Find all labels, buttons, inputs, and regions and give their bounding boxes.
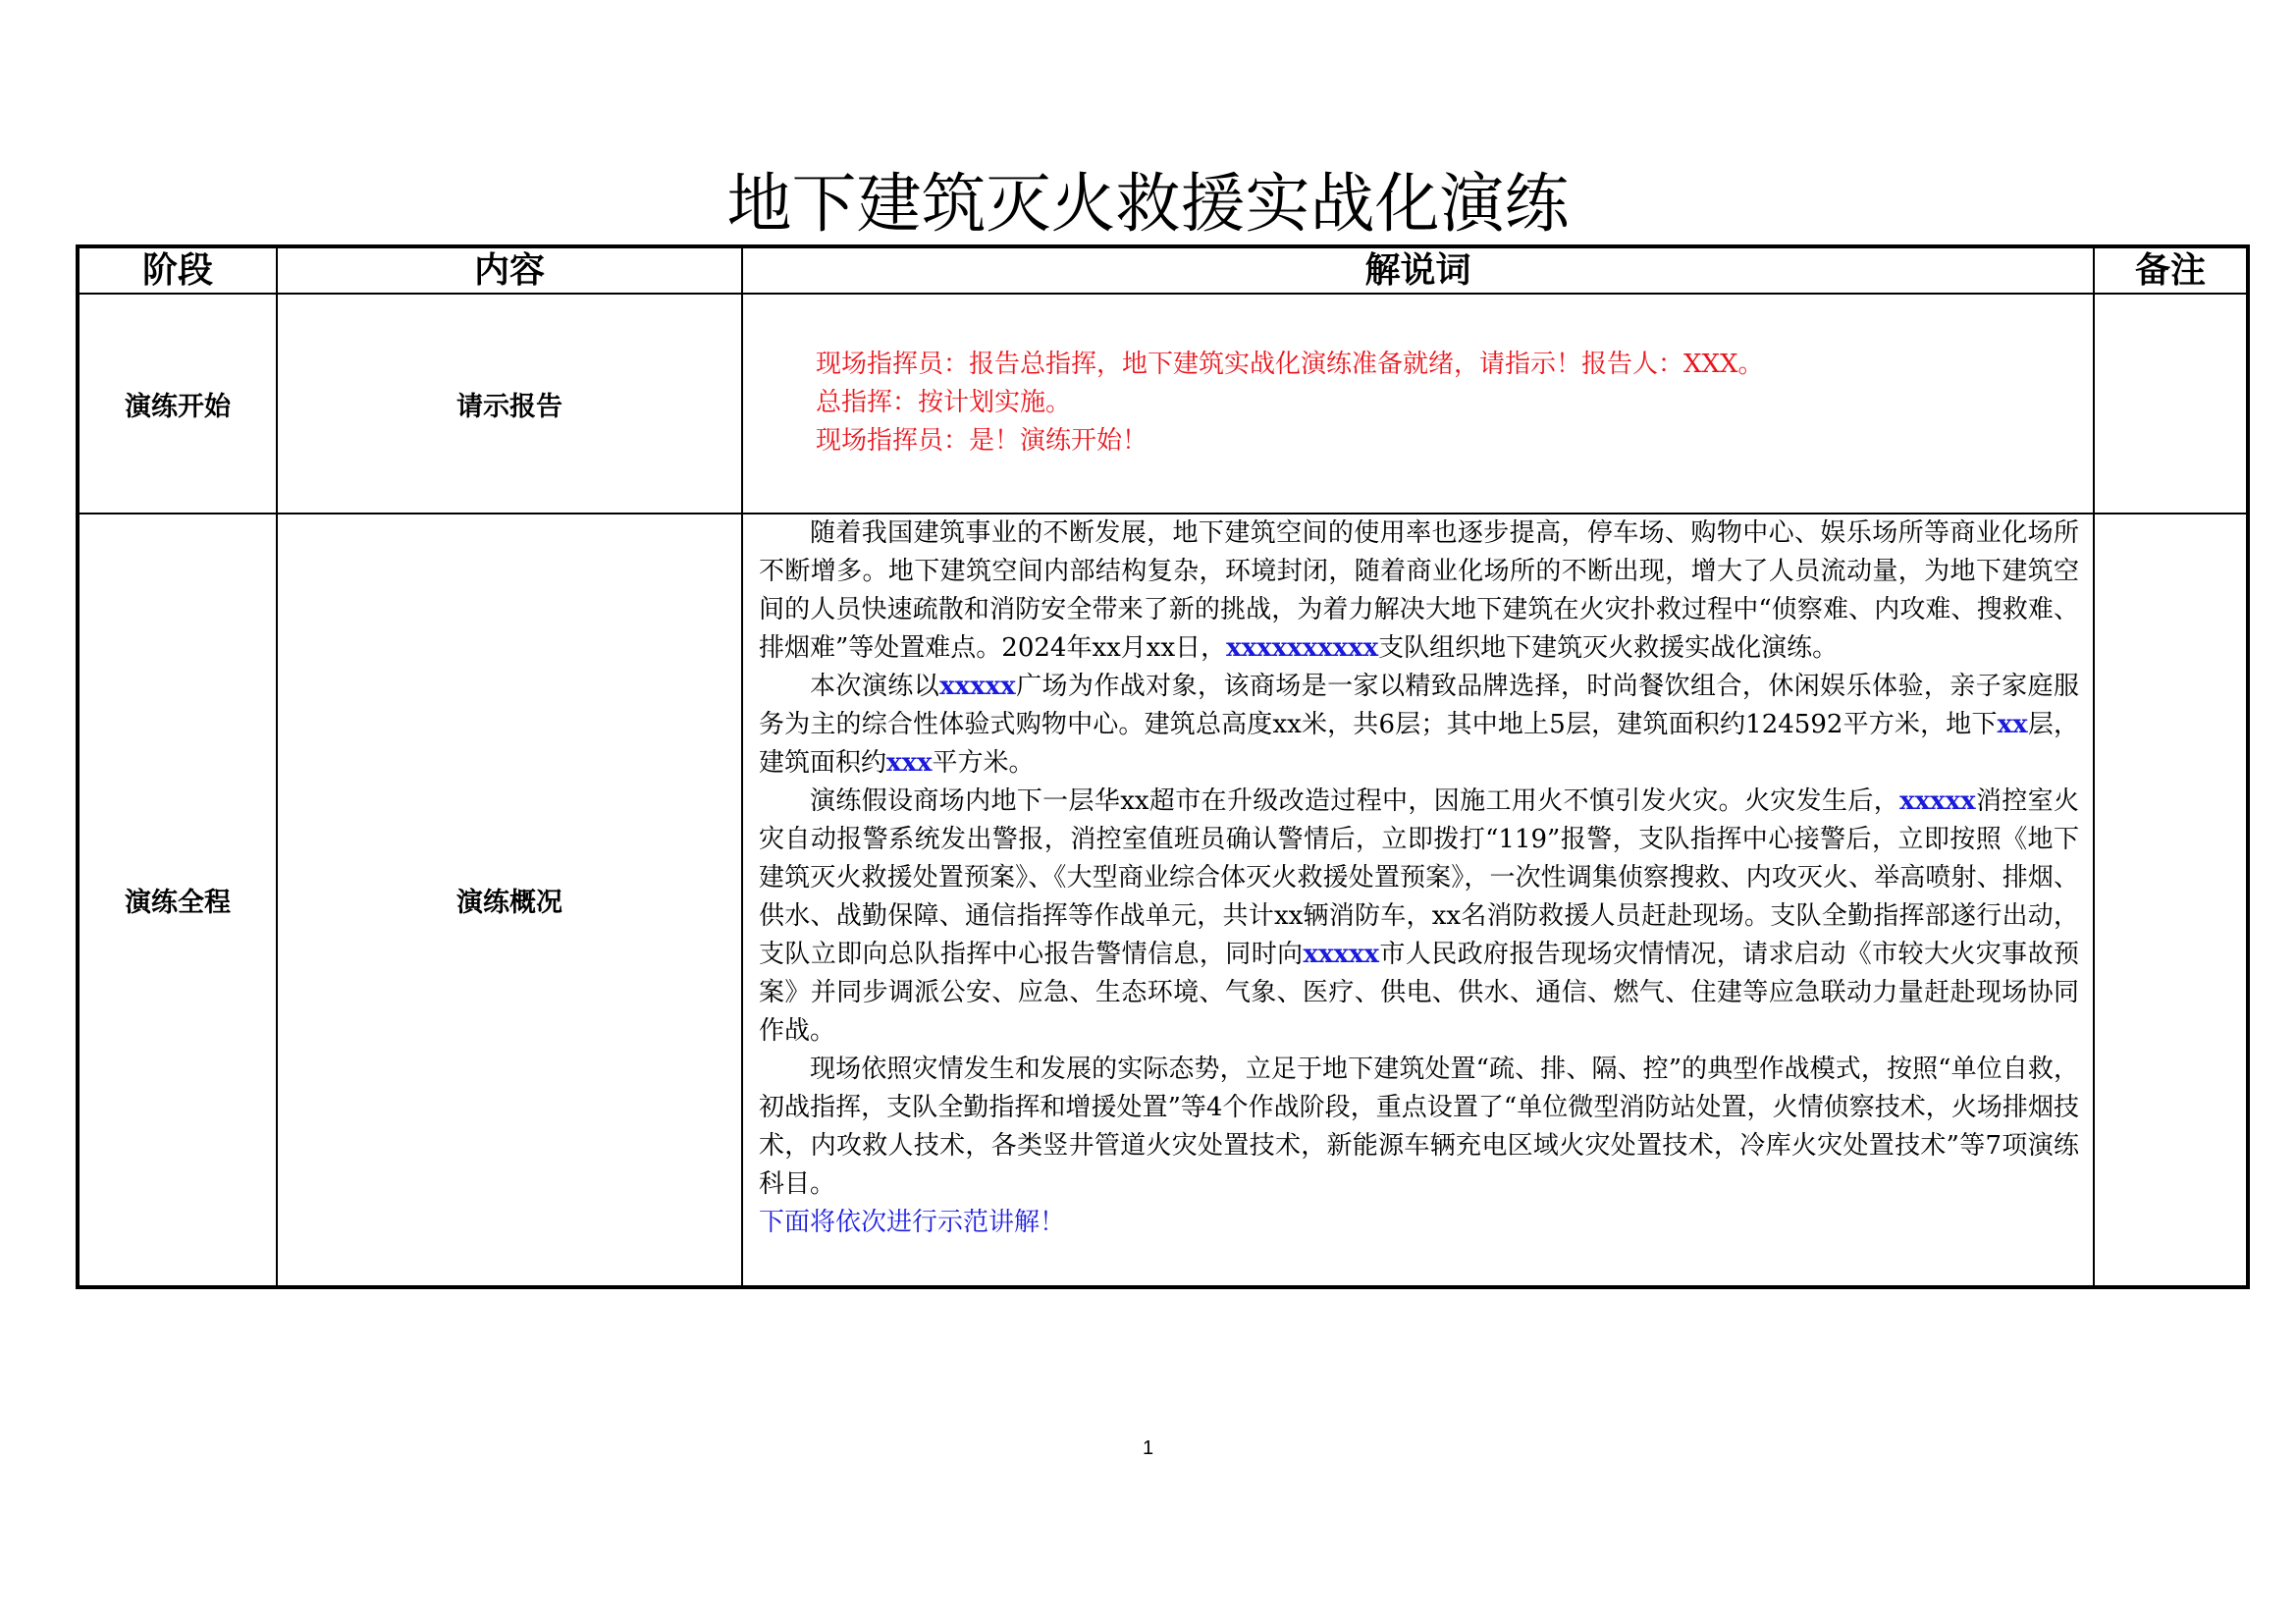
table-row xyxy=(78,294,2248,514)
table-header-row xyxy=(78,246,2248,294)
narration-line: 现场指挥员：报告总指挥，地下建筑实战化演练准备就绪，请指示！报告人：XXX。 xyxy=(816,350,1764,379)
content-cell: 请示报告 xyxy=(277,294,742,514)
remark-cell xyxy=(2094,294,2248,514)
header-content: 内容 xyxy=(277,246,742,294)
header-narration: 解说词 xyxy=(742,246,2094,294)
narration-paragraph: 本次演练以xxxxx广场为作战对象，该商场是一家以精致品牌选择，时尚餐饮组合，休闲娱乐体验，亲子家庭服务为主的综合性体验式购物中心。建筑总高度xx米，共6层；其中地上5层，建筑面积约124592平方米，地下xx层，建筑面积约xxx平方米。 xyxy=(759,672,2079,778)
header-remark: 备注 xyxy=(2094,246,2248,294)
closing-line: 下面将依次进行示范讲解！ xyxy=(759,1208,1066,1237)
narration-paragraph: 现场依照灾情发生和发展的实际态势，立足于地下建筑处置“疏、排、隔、控”的典型作战模式，按照“单位自救，初战指挥，支队全勤指挥和增援处置”等4个作战阶段，重点设置了“单位微型消防站处置，火情侦察技术，火场排烟技术，内攻救人技术，各类竖井管道火灾处置技术，新能源车辆充电区域火灾处置技术，冷库火灾处置技术”等7项演练科目。 xyxy=(759,1055,2079,1199)
page-number: 1 xyxy=(1142,1437,1154,1459)
narration-line: 现场指挥员：是！演练开始！ xyxy=(816,426,1148,456)
document-title: 地下建筑灭火救援实战化演练 xyxy=(726,166,1570,242)
placeholder-highlight: xxxxx xyxy=(1303,940,1380,969)
placeholder-highlight: xxxxx xyxy=(1899,786,1976,816)
content-cell: 演练概况 xyxy=(277,514,742,1287)
narration-paragraph: 演练假设商场内地下一层华xx超市在升级改造过程中，因施工用火不慎引发火灾。火灾发生后，xxxxx消控室火灾自动报警系统发出警报，消控室值班员确认警情后，立即拨打“119”报警，支队指挥中心接警后，立即按照《地下建筑灭火救援处置预案》、《大型商业综合体灭火救援处置预案》，一次性调集侦察搜救、内攻灭火、举高喷射、排烟、供水、战勤保障、通信指挥等作战单元，共计xx辆消防车，xx名消防救援人员赶赴现场。支队全勤指挥部遂行出动，支队立即向总队指挥中心报告警情信息，同时向xxxxx市人民政府报告现场灾情情况，请求启动《市较大火灾事故预案》并同步调派公安、应急、生态环境、气象、医疗、供电、供水、通信、燃气、住建等应急联动力量赶赴现场协同作战。 xyxy=(759,786,2079,1046)
drill-script-table xyxy=(76,244,2250,1289)
stage-cell: 演练全程 xyxy=(78,514,277,1287)
narration-cell xyxy=(742,294,2094,514)
placeholder-highlight: xx xyxy=(1997,710,2028,739)
narration-cell xyxy=(742,514,2094,1287)
stage-cell: 演练开始 xyxy=(78,294,277,514)
placeholder-highlight: xxxxxxxxxx xyxy=(1226,633,1379,663)
placeholder-highlight: xxxxx xyxy=(939,672,1016,701)
header-stage: 阶段 xyxy=(78,246,277,294)
remark-cell xyxy=(2094,514,2248,1287)
placeholder-highlight: xxx xyxy=(886,748,933,778)
table-row xyxy=(78,514,2248,1287)
narration-line: 总指挥：按计划实施。 xyxy=(816,388,1072,417)
narration-paragraph: 随着我国建筑事业的不断发展，地下建筑空间的使用率也逐步提高，停车场、购物中心、娱乐场所等商业化场所不断增多。地下建筑空间内部结构复杂，环境封闭，随着商业化场所的不断出现，增大了人员流动量，为地下建筑空间的人员快速疏散和消防安全带来了新的挑战，为着力解决大地下建筑在火灾扑救过程中“侦察难、内攻难、搜救难、排烟难”等处置难点。2024年xx月xx日，xxxxxxxxxx支队组织地下建筑灭火救援实战化演练。 xyxy=(759,518,2079,663)
